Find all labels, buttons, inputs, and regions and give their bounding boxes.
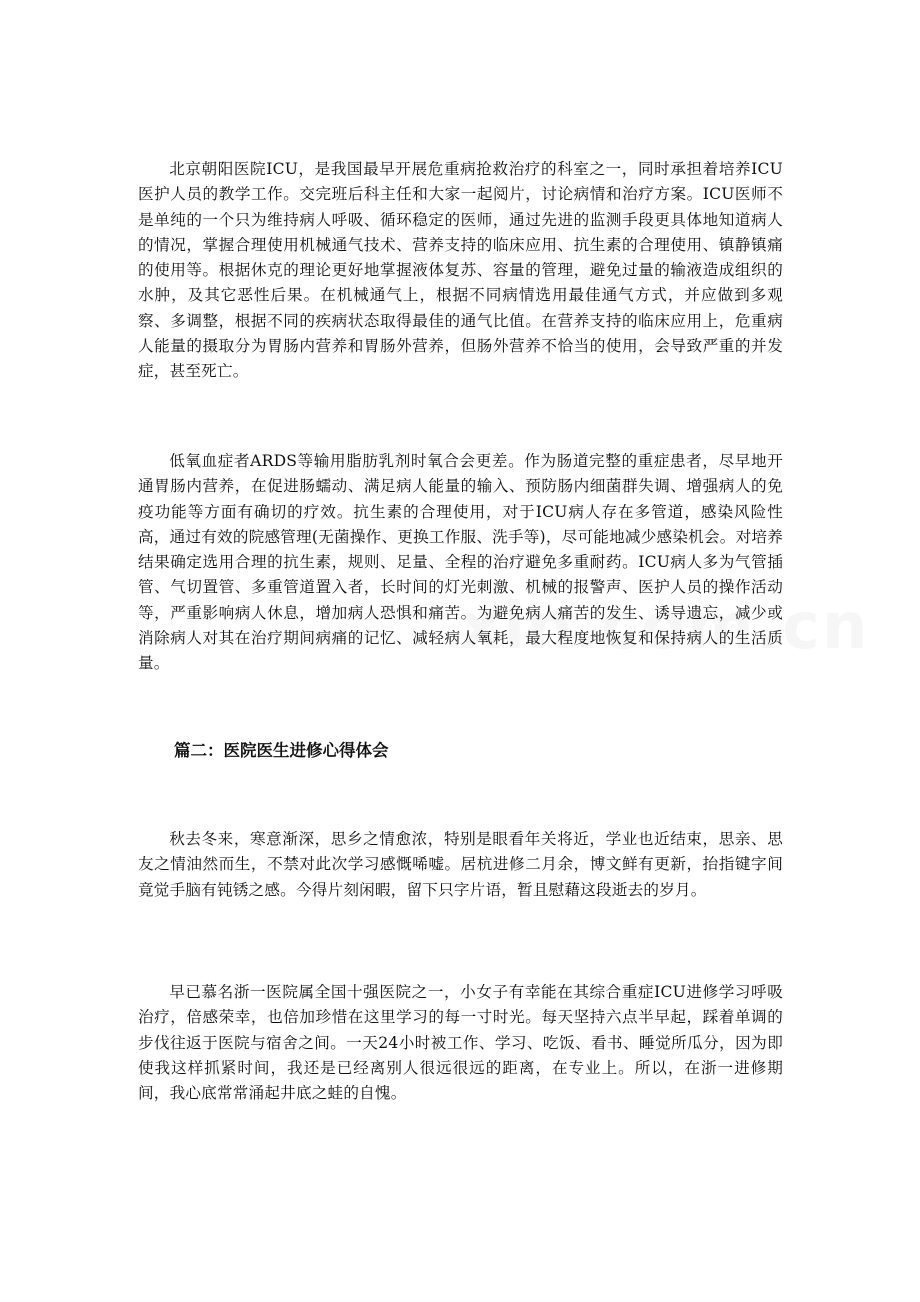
section-heading: 篇二：医院医生进修心得体会	[174, 741, 389, 760]
paragraph-3: 秋去冬来，寒意渐深，思乡之情愈浓，特别是眼看年关将近，学业也近结束，思亲、思友之情油然而生，不禁对此次学习感慨唏嘘。居杭进修二月余，博文鲜有更新，抬指键字间竟觉手脑有钝锈之感。今得片刻闲暇，留下只字片语，暂且慰藉这段逝去的岁月。	[138, 830, 783, 899]
paragraph-4: 早已慕名浙一医院属全国十强医院之一，小女子有幸能在其综合重症ICU进修学习呼吸治疗，倍感荣幸，也倍加珍惜在这里学习的每一寸时光。每天坚持六点半早起，踩着单调的步伐往返于医院与宿舍之间。一天24小时被工作、学习、吃饭、看书、睡觉所瓜分，因为即使我这样抓紧时间，我还是已经离别人很远很远的距离，在专业上。所以，在浙一进修期间，我心底常常涌起井底之蛙的自愧。	[138, 983, 783, 1103]
paragraph-2: 低氧血症者ARDS等输用脂肪乳剂时氧合会更差。作为肠道完整的重症患者，尽早地开通胃肠内营养，在促进肠蠕动、满足病人能量的输入、预防肠内细菌群失调、增强病人的免疫功能等方面有确切的疗效。抗生素的合理使用，对于ICU病人存在多管道，感染风险性高，通过有效的院感管理(无菌操作、更换工作服、洗手等)，尽可能地减少感染机会。对培养结果确定选用合理的抗生素，规则、足量、全程的治疗避免多重耐药。ICU病人多为气管插管、气切置管、多重管道置入者，长时间的灯光刺激、机械的报警声、医护人员的操作活动等，严重影响病人休息，增加病人恐惧和痛苦。为避免病人痛苦的发生、诱导遗忘，减少或消除病人对其在治疗期间病痛的记忆、减轻病人氧耗，最大程度地恢复和保持病人的生活质量。	[138, 452, 783, 673]
paragraph-1: 北京朝阳医院ICU，是我国最早开展危重病抢救治疗的科室之一，同时承担着培养ICU医护人员的教学工作。交完班后科主任和大家一起阅片，讨论病情和治疗方案。ICU医师不是单纯的一个只为维持病人呼吸、循环稳定的医师，通过先进的监测手段更具体地知道病人的情况，掌握合理使用机械通气技术、营养支持的临床应用、抗生素的合理使用、镇静镇痛的使用等。根据休克的理论更好地掌握液体复苏、容量的管理，避免过量的输液造成组织的水肿，及其它恶性后果。在机械通气上，根据不同病情选用最佳通气方式，并应做到多观察、多调整，根据不同的疾病状态取得最佳的通气比值。在营养支持的临床应用上，危重病人能量的摄取分为胃肠内营养和胃肠外营养，但肠外营养不恰当的使用，会导致严重的并发症，甚至死亡。	[138, 160, 783, 381]
